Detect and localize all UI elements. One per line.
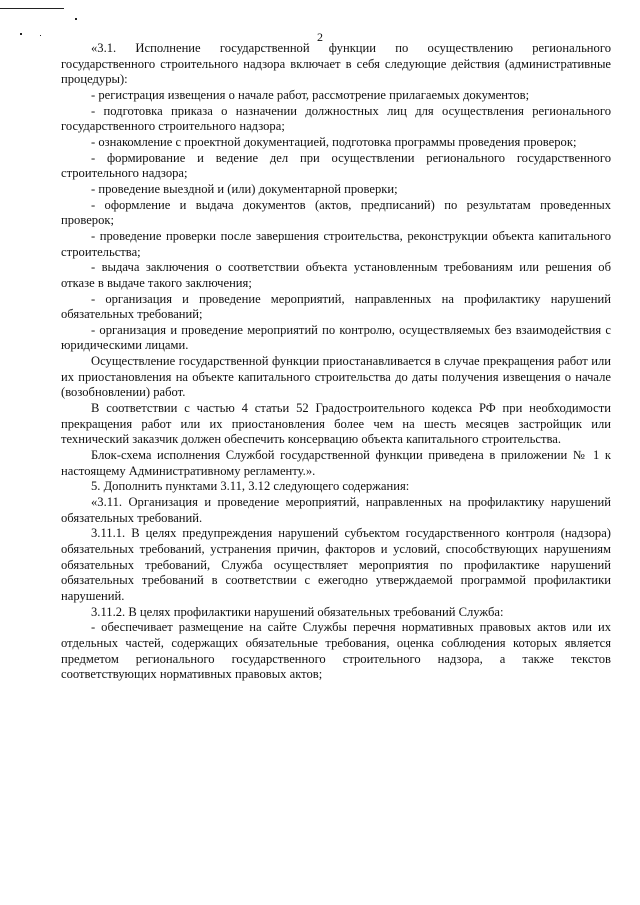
paragraph: «3.1. Исполнение государственной функции по осуществлению регионального государственного строительного надзора включает в себя следующие действия (административные процедуры): (61, 41, 611, 87)
paragraph: Блок-схема исполнения Службой государственной функции приведена в приложении № 1 к настоящему Административному регламенту.». (61, 448, 611, 478)
list-item: - проведение выездной и (или) документарной проверки; (91, 181, 398, 196)
paragraph: 3.11.2. В целях профилактики нарушений обязательных требований Служба: (91, 604, 504, 619)
list-item: - оформление и выдача документов (актов, предписаний) по результатам проведенных проверок; (61, 197, 611, 228)
paragraph: 3.11.1. В целях предупреждения нарушений субъектом государственного контроля (надзора) обязательных требований, устранения причин, факторов и условий, способствующих нарушениям обязательных требований, Служба осуществляет мероприятия по профилактике нарушений обязательных требований в соответствии с ежегодно утверждаемой программой профилактики нарушений. (61, 526, 611, 603)
scan-artifact-dot (75, 18, 77, 20)
list-item: - формирование и ведение дел при осуществлении регионального государственного строительного надзора; (61, 150, 611, 181)
page-number: 2 (317, 30, 323, 44)
paragraph: В соответствии с частью 4 статьи 52 Градостроительного кодекса РФ при необходимости прекращения работ или их приостановления более чем на шесть месяцев застройщик или технический заказчик должен обеспечить консервацию объекта капитального строительства. (61, 401, 611, 447)
list-item: - ознакомление с проектной документацией, подготовка программы проведения проверок; (91, 134, 577, 149)
list-item: - подготовка приказа о назначении должностных лиц для осуществления регионального государственного строительного надзора; (61, 103, 611, 134)
list-item: - проведение проверки после завершения строительства, реконструкции объекта капитального строительства; (61, 228, 611, 259)
list-item: - организация и проведение мероприятий, направленных на профилактику нарушений обязательных требований; (61, 291, 611, 322)
paragraph: Осуществление государственной функции приостанавливается в случае прекращения работ или их приостановления на объекте капитального строительства до даты получения извещения о начале (возобновлении) работ. (61, 354, 611, 400)
list-item: - регистрация извещения о начале работ, рассмотрение прилагаемых документов; (91, 87, 530, 102)
document-body (61, 41, 611, 683)
list-item: - выдача заключения о соответствии объекта установленным требованиям или решения об отказе в выдаче такого заключения; (61, 260, 611, 290)
paragraph: 5. Дополнить пунктами 3.11, 3.12 следующего содержания: (91, 479, 410, 494)
list-item: - обеспечивает размещение на сайте Службы перечня нормативных правовых актов или их отдельных частей, содержащих обязательные требования, оценка соблюдения которых является предметом регионального государственного строительного надзора, а также текстов соответствующих нормативных правовых актов; (61, 620, 611, 682)
paragraph: «3.11. Организация и проведение мероприятий, направленных на профилактику нарушений обязательных требований. (61, 495, 611, 525)
scan-artifact-line (0, 8, 64, 9)
list-item: - организация и проведение мероприятий по контролю, осуществляемых без взаимодействия с юридическими лицами. (61, 322, 611, 353)
